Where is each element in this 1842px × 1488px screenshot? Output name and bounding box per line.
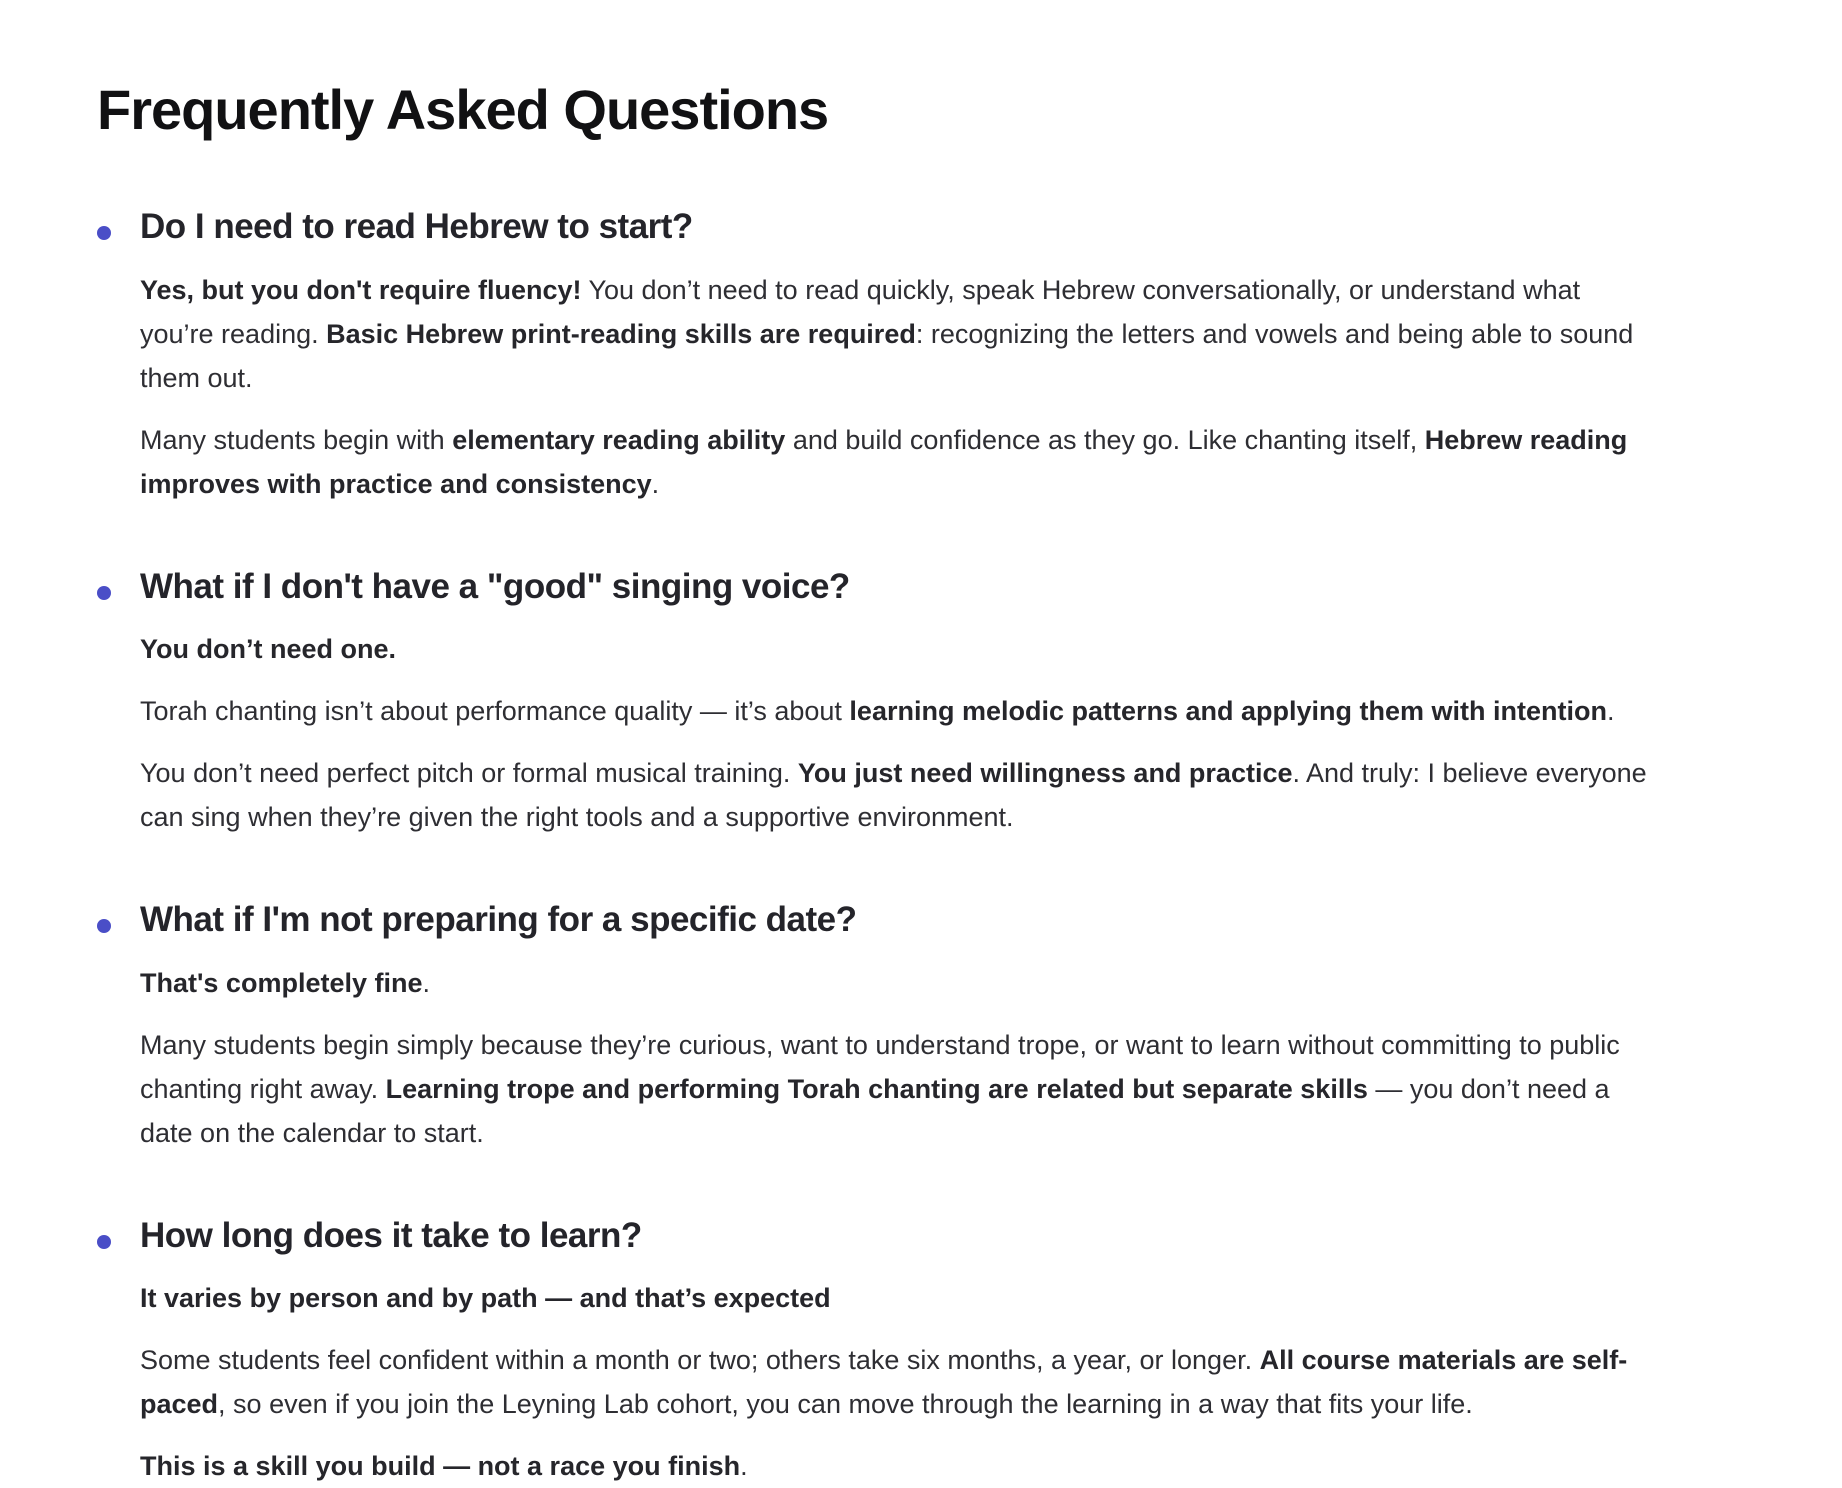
answer-emphasis: Basic Hebrew print-reading skills are required — [326, 318, 916, 349]
bullet-icon — [97, 919, 111, 933]
answer-text: and build confidence as they go. Like chanting itself, — [785, 424, 1425, 455]
answer-emphasis: This is a skill you build — not a race you finish — [140, 1451, 741, 1482]
faq-answer-paragraph — [140, 1444, 1660, 1488]
bullet-icon — [97, 586, 111, 600]
faq-item — [97, 204, 1660, 506]
faq-answer-paragraph — [140, 961, 1660, 1005]
answer-emphasis: Learning trope and performing Torah chanting are related but separate skills — [385, 1073, 1368, 1104]
faq-question: What if I don't have a "good" singing voice? — [140, 566, 850, 606]
faq-answer-paragraph — [140, 1338, 1660, 1426]
answer-text: Many students begin simply because they’re curious, want to understand trope, or want to learn without committing to public chanting right away. — [140, 1029, 1620, 1104]
answer-text: You don’t need to read quickly, speak Hebrew conversationally, or understand what you’re reading. — [140, 274, 1581, 349]
answer-text: . — [740, 1451, 748, 1482]
answer-emphasis: It varies by person and by path — and that’s expected — [140, 1283, 831, 1314]
faq-answer-paragraph — [140, 689, 1660, 733]
answer-text: . — [422, 967, 431, 998]
faq-item — [97, 897, 1660, 1155]
faq-answer-paragraph — [140, 1023, 1660, 1155]
faq-question: How long does it take to learn? — [140, 1215, 642, 1255]
faq-answer-paragraph — [140, 418, 1660, 506]
faq-list — [97, 204, 1660, 1488]
faq-answer-paragraph — [140, 751, 1660, 839]
answer-text: Torah chanting isn’t about performance quality — it’s about — [140, 696, 850, 727]
faq-answer-paragraph — [140, 1276, 1660, 1320]
answer-text: , so even if you join the Leyning Lab cohort, you can move through the learning in a way that fits your life. — [218, 1389, 1473, 1420]
answer-text: Many students begin with — [140, 424, 453, 455]
answer-text: . — [651, 468, 660, 499]
answer-emphasis: All course materials are self-paced — [140, 1345, 1628, 1420]
answer-emphasis: Hebrew reading improves with practice and consistency — [140, 424, 1628, 499]
answer-text: . And truly: I believe everyone can sing when they’re given the right tools and a supportive environment. — [140, 758, 1647, 833]
faq-question: What if I'm not preparing for a specific date? — [140, 900, 857, 940]
faq-question: Do I need to read Hebrew to start? — [140, 207, 693, 247]
faq-answer-paragraph — [140, 627, 1660, 671]
answer-emphasis: Yes, but you don't require fluency! — [140, 274, 582, 305]
answer-text: — you don’t need a date on the calendar to start. — [140, 1073, 1610, 1148]
page-title: Frequently Asked Questions — [97, 78, 829, 141]
answer-emphasis: That's completely fine — [140, 967, 423, 998]
answer-text: : recognizing the letters and vowels and being able to sound them out. — [140, 318, 1634, 393]
answer-emphasis: You don’t need one. — [140, 634, 396, 665]
faq-answer-paragraph — [140, 268, 1660, 400]
answer-emphasis: elementary reading ability — [452, 424, 786, 455]
answer-emphasis: You just need willingness and practice — [797, 758, 1293, 789]
answer-emphasis: learning melodic patterns and applying them with intention — [849, 696, 1607, 727]
answer-text: . — [1606, 696, 1615, 727]
faq-item — [97, 1213, 1660, 1488]
answer-text: Some students feel confident within a month or two; others take six months, a year, or longer. — [140, 1345, 1260, 1376]
answer-text: You don’t need perfect pitch or formal musical training. — [140, 758, 798, 789]
bullet-icon — [97, 1235, 111, 1249]
faq-item — [97, 564, 1660, 840]
bullet-icon — [97, 226, 111, 240]
